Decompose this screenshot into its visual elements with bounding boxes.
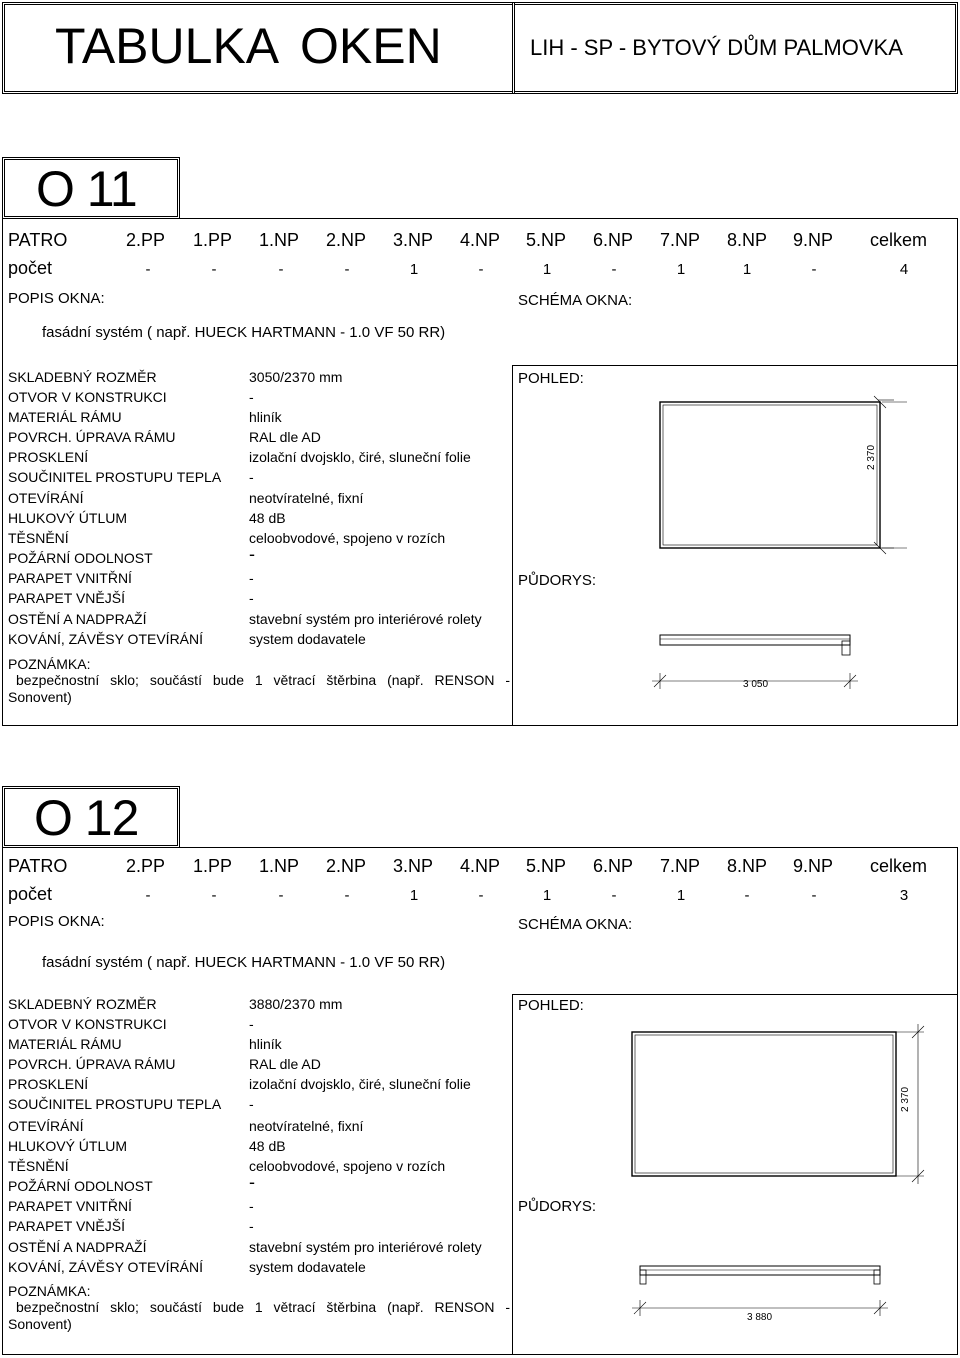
property-value: - xyxy=(249,1172,255,1192)
note-label: POZNÁMKA: xyxy=(8,1283,91,1299)
description-text: fasádní systém ( např. HUECK HARTMANN - 1.0 VF 50 RR) xyxy=(42,954,446,971)
count-value: 1 xyxy=(409,887,419,904)
property-label: PROSKLENÍ xyxy=(8,1076,89,1092)
floor-label: 7.NP xyxy=(660,856,701,876)
property-label: PARAPET VNĚJŠÍ xyxy=(8,1218,125,1234)
count-value: - xyxy=(744,887,750,904)
dimension-height: 2 370 xyxy=(900,1086,911,1112)
property-value: - xyxy=(249,389,254,405)
floor-label: 2.NP xyxy=(326,230,367,250)
property-value: stavební systém pro interiérové rolety xyxy=(249,611,482,627)
property-value: - xyxy=(249,544,255,564)
property-value: izolační dvojsklo, čiré, sluneční folie xyxy=(249,449,471,465)
property-value: izolační dvojsklo, čiré, sluneční folie xyxy=(249,1076,471,1092)
count-value: 1 xyxy=(676,887,686,904)
note-label: POZNÁMKA: xyxy=(8,656,91,672)
property-label: KOVÁNÍ, ZÁVĚSY OTEVÍRÁNÍ xyxy=(8,1259,204,1275)
dimension-width: 3 050 xyxy=(743,679,769,690)
count-value: - xyxy=(211,261,217,278)
count-label: počet xyxy=(8,258,53,278)
plan-label: PŮDORYS: xyxy=(518,1198,597,1215)
floor-label: 6.NP xyxy=(593,856,634,876)
count-value: - xyxy=(145,261,151,278)
property-value: - xyxy=(249,1198,254,1214)
count-value: 1 xyxy=(542,261,552,278)
floor-label: 3.NP xyxy=(393,230,434,250)
count-value: 1 xyxy=(676,261,686,278)
property-label: PARAPET VNITŘNÍ xyxy=(8,570,132,586)
property-label: OTVOR V KONSTRUKCI xyxy=(8,389,167,405)
floor-label: 6.NP xyxy=(593,230,634,250)
property-label: MATERIÁL RÁMU xyxy=(8,1036,122,1052)
total-value: 4 xyxy=(899,261,909,278)
property-value: - xyxy=(249,1218,254,1234)
property-value: RAL dle AD xyxy=(249,429,321,445)
document-title-word1: TABULKA xyxy=(55,18,280,74)
count-value: 1 xyxy=(742,261,752,278)
count-value: - xyxy=(478,261,484,278)
property-value: hliník xyxy=(249,1036,282,1052)
floor-label: 1.NP xyxy=(259,856,300,876)
floor-label: 2.NP xyxy=(326,856,367,876)
document-title-word2: OKEN xyxy=(300,18,442,74)
count-value: - xyxy=(211,887,217,904)
description-text: fasádní systém ( např. HUECK HARTMANN - 1.0 VF 50 RR) xyxy=(42,324,446,341)
property-value: - xyxy=(249,1016,254,1032)
window-elevation-drawing xyxy=(512,365,958,726)
count-value: - xyxy=(478,887,484,904)
property-value: neotvíratelné, fixní xyxy=(249,1118,364,1134)
property-label: TĚSNĚNÍ xyxy=(8,1158,69,1174)
count-value: - xyxy=(278,887,284,904)
property-label: OTVOR V KONSTRUKCI xyxy=(8,1016,167,1032)
count-value: - xyxy=(611,887,617,904)
schema-label: SCHÉMA OKNA: xyxy=(518,292,633,309)
floor-label: 5.NP xyxy=(526,856,567,876)
count-value: - xyxy=(145,887,151,904)
property-value: - xyxy=(249,570,254,586)
property-label: PROSKLENÍ xyxy=(8,449,89,465)
count-value: - xyxy=(344,887,350,904)
property-label: PARAPET VNITŘNÍ xyxy=(8,1198,132,1214)
property-value: - xyxy=(249,1096,254,1112)
property-value: RAL dle AD xyxy=(249,1056,321,1072)
property-value: 48 dB xyxy=(249,510,286,526)
floor-label: 4.NP xyxy=(460,856,501,876)
property-value: celoobvodové, spojeno v rozích xyxy=(249,1158,446,1174)
floor-label: 7.NP xyxy=(660,230,701,250)
description-label: POPIS OKNA: xyxy=(8,913,105,930)
property-label: POVRCH. ÚPRAVA RÁMU xyxy=(8,1056,176,1072)
count-value: 1 xyxy=(409,261,419,278)
property-label: SKLADEBNÝ ROZMĚR xyxy=(8,369,157,385)
floor-label: 5.NP xyxy=(526,230,567,250)
floor-label: 1.PP xyxy=(193,856,233,876)
property-label: OTEVÍRÁNÍ xyxy=(8,490,84,506)
property-value: - xyxy=(249,590,254,606)
property-value: 48 dB xyxy=(249,1138,286,1154)
total-value: 3 xyxy=(899,887,909,904)
property-value: 3880/2370 mm xyxy=(249,996,343,1012)
property-value: stavební systém pro interiérové rolety xyxy=(249,1239,482,1255)
property-label: OTEVÍRÁNÍ xyxy=(8,1118,84,1134)
property-value: celoobvodové, spojeno v rozích xyxy=(249,530,446,546)
project-name: LIH - SP - BYTOVÝ DŮM PALMOVKA xyxy=(530,35,903,60)
property-label: SOUČINITEL PROSTUPU TEPLA xyxy=(8,1096,222,1112)
property-label: PARAPET VNĚJŠÍ xyxy=(8,590,125,606)
floors-label: PATRO xyxy=(8,856,68,876)
property-value: neotvíratelné, fixní xyxy=(249,490,364,506)
note-text: bezpečnostní sklo; součástí bude 1 větrací štěrbina (např. RENSON - Sonovent) xyxy=(8,1299,510,1332)
floor-label: 9.NP xyxy=(793,230,834,250)
property-label: SOUČINITEL PROSTUPU TEPLA xyxy=(8,469,222,485)
property-label: OSTĚNÍ A NADPRAŽÍ xyxy=(8,1239,147,1255)
property-label: HLUKOVÝ ÚTLUM xyxy=(8,510,128,526)
floor-label: 3.NP xyxy=(393,856,434,876)
floor-label: 9.NP xyxy=(793,856,834,876)
schema-label: SCHÉMA OKNA: xyxy=(518,916,633,933)
property-label: POVRCH. ÚPRAVA RÁMU xyxy=(8,429,176,445)
property-label: SKLADEBNÝ ROZMĚR xyxy=(8,996,157,1012)
view-label: POHLED: xyxy=(518,370,584,387)
property-value: system dodavatele xyxy=(249,1259,366,1275)
total-label: celkem xyxy=(870,856,928,876)
floor-label: 1.PP xyxy=(193,230,233,250)
count-value: 1 xyxy=(542,887,552,904)
property-label: POŽÁRNÍ ODOLNOST xyxy=(8,550,153,566)
count-value: - xyxy=(811,261,817,278)
property-label: POŽÁRNÍ ODOLNOST xyxy=(8,1178,153,1194)
count-value: - xyxy=(611,261,617,278)
property-label: OSTĚNÍ A NADPRAŽÍ xyxy=(8,611,147,627)
count-value: - xyxy=(811,887,817,904)
window-elevation-drawing xyxy=(512,994,958,1355)
window-code: O 11 xyxy=(36,161,137,217)
floor-label: 1.NP xyxy=(259,230,300,250)
dimension-width: 3 880 xyxy=(747,1312,773,1323)
view-label: POHLED: xyxy=(518,997,584,1014)
property-label: MATERIÁL RÁMU xyxy=(8,409,122,425)
plan-label: PŮDORYS: xyxy=(518,572,597,589)
property-value: 3050/2370 mm xyxy=(249,369,343,385)
floor-label: 8.NP xyxy=(727,856,768,876)
note-text: bezpečnostní sklo; součástí bude 1 větrací štěrbina (např. RENSON - Sonovent) xyxy=(8,672,510,705)
count-value: - xyxy=(278,261,284,278)
floor-label: 4.NP xyxy=(460,230,501,250)
description-label: POPIS OKNA: xyxy=(8,290,105,307)
property-label: TĚSNĚNÍ xyxy=(8,530,69,546)
floor-label: 2.PP xyxy=(126,856,166,876)
window-code: O 12 xyxy=(34,790,139,846)
dimension-height: 2 370 xyxy=(866,444,877,470)
floor-label: 8.NP xyxy=(727,230,768,250)
floor-label: 2.PP xyxy=(126,230,166,250)
property-value: - xyxy=(249,469,254,485)
property-value: hliník xyxy=(249,409,282,425)
total-label: celkem xyxy=(870,230,928,250)
count-value: - xyxy=(344,261,350,278)
property-value: system dodavatele xyxy=(249,631,366,647)
property-label: KOVÁNÍ, ZÁVĚSY OTEVÍRÁNÍ xyxy=(8,631,204,647)
count-label: počet xyxy=(8,884,53,904)
floors-label: PATRO xyxy=(8,230,68,250)
property-label: HLUKOVÝ ÚTLUM xyxy=(8,1138,128,1154)
